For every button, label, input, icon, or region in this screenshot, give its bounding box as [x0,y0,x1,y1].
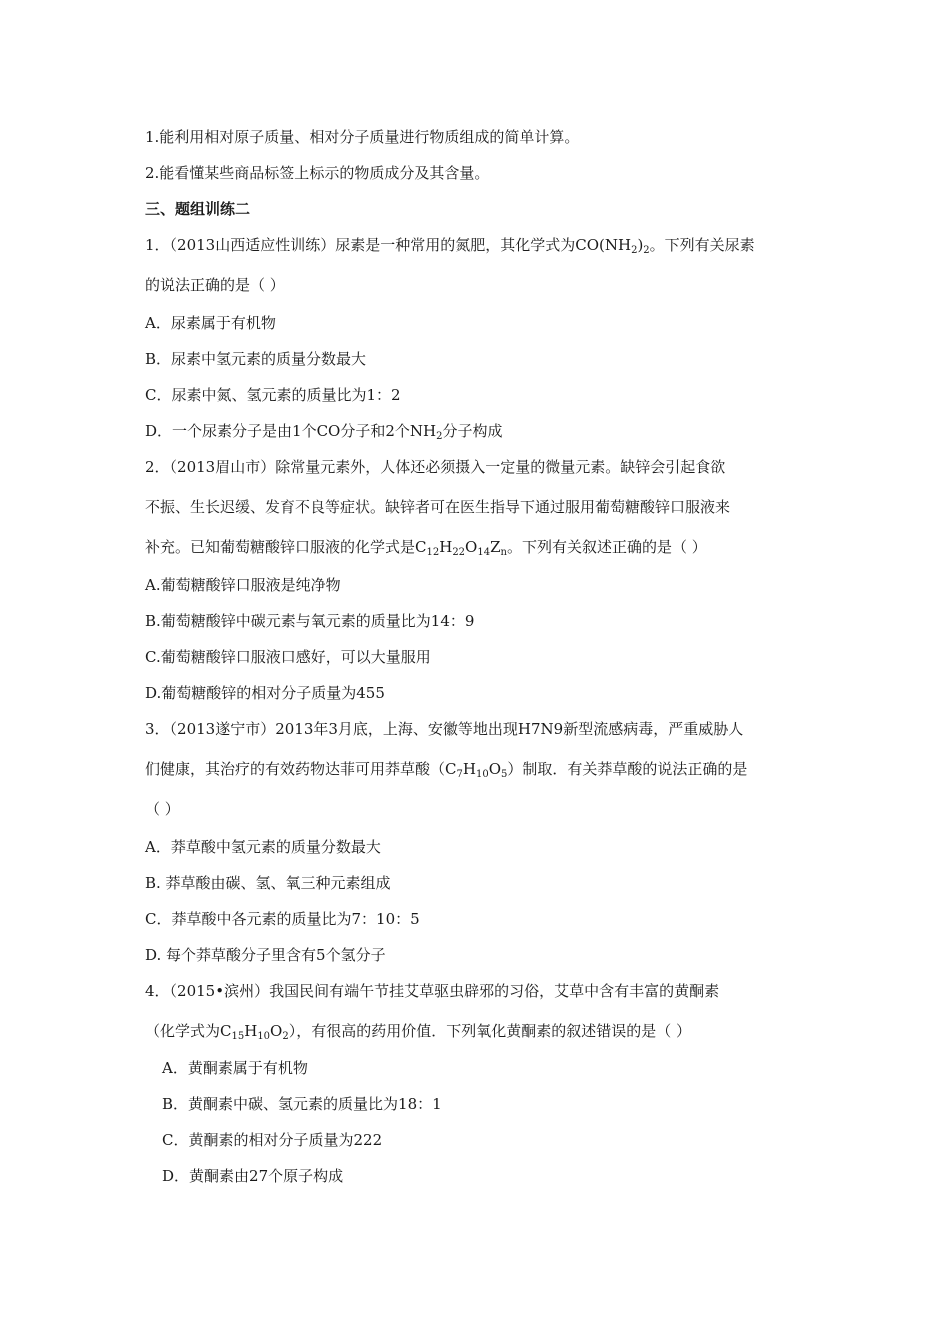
objective-1: 1.能利用相对原子质量、相对分子质量进行物质组成的简单计算。 [145,128,580,146]
q3-stem-line1: 3．（2013遂宁市）2013年3月底，上海、安徽等地出现H7N9新型流感病毒，严重威胁人 [145,720,744,738]
q3-option-d: D. 每个莽草酸分子里含有5个氢分子 [145,946,386,964]
q4-option-d: D．黄酮素由27个原子构成 [162,1167,344,1185]
q4-option-c: C．黄酮素的相对分子质量为222 [162,1131,383,1149]
q2-option-b: B.葡萄糖酸锌中碳元素与氧元素的质量比为14：9 [145,612,475,630]
q4-option-b: B．黄酮素中碳、氢元素的质量比为18：1 [162,1095,442,1113]
q1-stem-line2: 的说法正确的是（ ） [145,276,285,294]
q2-stem-line3: 补充。已知葡萄糖酸锌口服液的化学式是$C_{12}H_{22}O_{14}Z_n$。下列有关叙述正确的是（ ） [145,538,707,558]
q4-stem-line1: 4．（2015•滨州）我国民间有端午节挂艾草驱虫辟邪的习俗，艾草中含有丰富的黄酮素 [145,982,720,1000]
q2-option-d: D.葡萄糖酸锌的相对分子质量为455 [145,684,385,702]
q1-option-a: A．尿素属于有机物 [145,314,276,332]
q1-option-b: B．尿素中氢元素的质量分数最大 [145,350,367,368]
q1-option-d: D．一个尿素分子是由1个CO分子和2个$NH_2$分子构成 [145,422,503,442]
q3-stem-line2: 们健康，其治疗的有效药物达菲可用莽草酸$(C_7H_{10}O_5)$制取．有关莽草酸的说法正确的是 [145,760,748,780]
q2-option-a: A.葡萄糖酸锌口服液是纯净物 [145,576,341,594]
objective-2: 2.能看懂某些商品标签上标示的物质成分及其含量。 [145,164,490,182]
section-title: 三、题组训练二 [145,200,251,218]
q1-option-c: C．尿素中氮、氢元素的质量比为1：2 [145,386,401,404]
q3-option-b: B. 莽草酸由碳、氢、氧三种元素组成 [145,874,391,892]
q3-option-c: C．莽草酸中各元素的质量比为7：10：5 [145,910,420,928]
q4-option-a: A．黄酮素属于有机物 [162,1059,308,1077]
q4-stem-line2: （化学式为$C_{15}H_{10}O_2$），有很高的药用价值．下列氧化黄酮素的叙述错误的是（ ） [145,1022,692,1042]
q1-stem-line1: 1．（2013山西适应性训练）尿素是一种常用的氮肥，其化学式为$CO(NH_2)_2$。下列有关尿素 [145,236,755,256]
q2-stem-line1: 2．（2013眉山市）除常量元素外，人体还必须摄入一定量的微量元素。缺锌会引起食欲 [145,458,726,476]
q3-stem-line3: （ ） [145,800,180,818]
q2-stem-line2: 不振、生长迟缓、发育不良等症状。缺锌者可在医生指导下通过服用葡萄糖酸锌口服液来 [145,498,731,516]
q2-option-c: C.葡萄糖酸锌口服液口感好，可以大量服用 [145,648,431,666]
q3-option-a: A．莽草酸中氢元素的质量分数最大 [145,838,381,856]
